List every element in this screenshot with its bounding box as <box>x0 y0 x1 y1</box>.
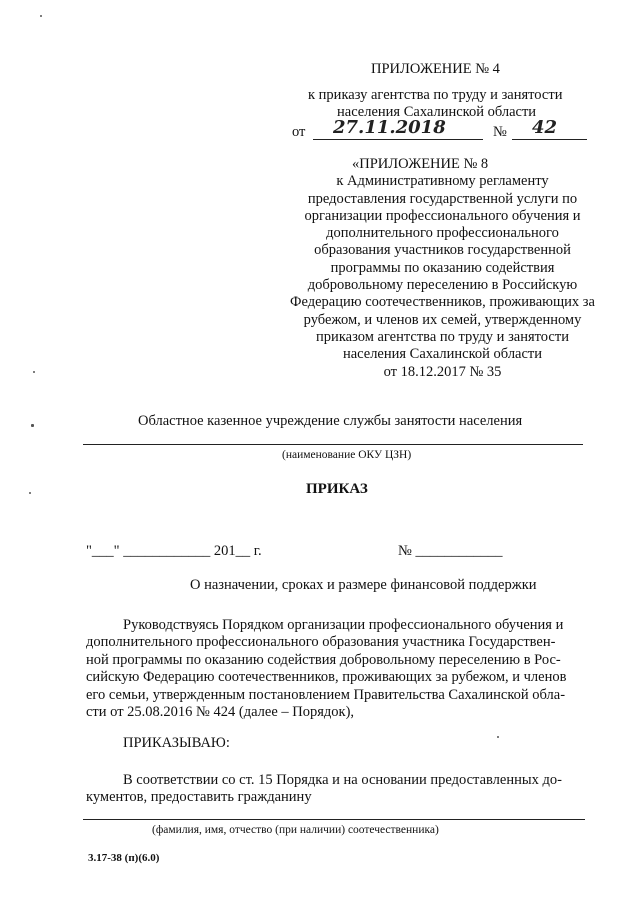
attachment4-line1: к приказу агентства по труду и занятости <box>308 87 563 103</box>
preamble-line: сийскую Федерацию соотечественников, проживающих за рубежом, и членов <box>86 669 567 686</box>
preamble-line: дополнительного профессионального образования участника Государствен- <box>86 634 556 651</box>
attachment8-line: добровольному переселению в Российскую <box>307 277 578 294</box>
organization-caption: (наименование ОКУ ЦЗН) <box>282 449 412 461</box>
order-number-field: № ____________ <box>398 543 503 559</box>
attachment8-line: населения Сахалинской области <box>342 346 543 363</box>
preamble-line: его семьи, утвержденным постановлением Правительства Сахалинской обла- <box>86 686 566 703</box>
order-body <box>86 772 584 807</box>
order-subject: О назначении, сроках и размере финансовой поддержки <box>190 577 537 593</box>
attachment8-line: дополнительного профессионального <box>326 225 559 242</box>
scan-speck <box>31 424 34 427</box>
attachment8-line: программы по оказанию содействия <box>330 259 555 276</box>
citizen-underline <box>83 819 585 820</box>
attachment8-line: предоставления государственной услуги по <box>307 190 578 207</box>
attachment8-line: «ПРИЛОЖЕНИЕ № 8 <box>352 156 489 172</box>
attachment8-line: приказом агентства по труду и занятости <box>316 328 569 345</box>
footer-code: 3.17-38 (п)(6.0) <box>88 852 160 864</box>
citizen-caption: (фамилия, имя, отчество (при наличии) соотечественника) <box>152 824 439 836</box>
attachment4-heading: ПРИЛОЖЕНИЕ № 4 <box>371 61 500 77</box>
body-line: В соответствии со ст. 15 Порядка и на основании предоставленных до- <box>123 772 562 788</box>
number-underline <box>512 139 587 140</box>
date-underline <box>313 139 483 140</box>
attachment4-number-handwritten: 42 <box>532 117 558 138</box>
attachment8-line: организации профессионального обучения и <box>304 207 581 224</box>
body-line: кументов, предоставить гражданину <box>86 789 312 806</box>
attachment8-line: к Административному регламенту <box>336 173 549 190</box>
order-date-field: "___" ____________ 201__ г. <box>86 543 262 559</box>
scan-speck <box>33 371 35 373</box>
scan-speck <box>40 15 42 17</box>
attachment8-line: образования участников государственной <box>314 242 571 259</box>
organization-name: Областное казенное учреждение службы занятости населения <box>138 413 523 429</box>
attachment8-block <box>280 156 605 381</box>
attachment4-number-label: № <box>493 124 507 140</box>
organization-underline <box>83 444 583 445</box>
order-title: ПРИКАЗ <box>306 481 368 497</box>
attachment8-line: рубежом, и членов их семей, утвержденному <box>303 311 582 328</box>
preamble-line: Руководствуясь Порядком организации профессионального обучения и <box>123 617 564 633</box>
attachment8-line: Федерацию соотечественников, проживающих за <box>290 294 595 311</box>
preamble-line: ной программы по оказанию содействия добровольному переселению в Рос- <box>86 651 561 668</box>
scan-speck <box>29 492 31 494</box>
attachment4-line2: населения Сахалинской области <box>337 104 537 120</box>
order-preamble <box>86 617 584 721</box>
attachment8-line: от 18.12.2017 № 35 <box>383 363 502 380</box>
preamble-line: сти от 25.08.2016 № 424 (далее – Порядок), <box>86 704 355 721</box>
attachment4-from-label: от <box>292 124 306 140</box>
order-command: ПРИКАЗЫВАЮ: <box>123 735 230 751</box>
attachment4-date-handwritten: 27.11.2018 <box>333 117 446 138</box>
scan-speck <box>497 736 499 738</box>
